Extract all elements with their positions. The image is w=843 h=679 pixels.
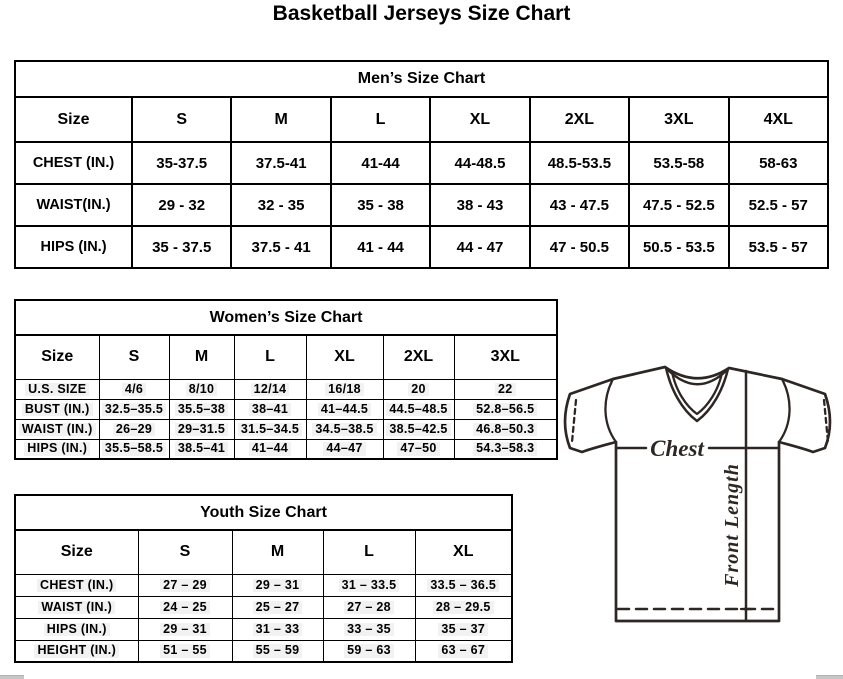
value-text: 63 – 67 xyxy=(438,644,488,658)
value-text: 44.5–48.5 xyxy=(386,403,450,417)
value-cell: 29 - 32 xyxy=(132,184,231,226)
value-cell: 37.5 - 41 xyxy=(231,226,330,268)
value-cell xyxy=(99,439,169,459)
row-label: CHEST (IN.) xyxy=(15,142,132,184)
value-cell xyxy=(138,640,232,662)
table-row xyxy=(15,574,512,596)
value-text: 29 – 31 xyxy=(253,579,303,593)
table-row xyxy=(15,97,828,142)
row-label xyxy=(15,379,99,399)
value-text: 41–44 xyxy=(249,442,291,456)
value-cell xyxy=(138,596,232,618)
size-header-cell: Size xyxy=(15,97,132,142)
value-cell xyxy=(99,419,169,439)
size-cell: M xyxy=(232,530,323,574)
table-row xyxy=(15,184,828,226)
value-text: 44–47 xyxy=(323,442,365,456)
womens-table-title: Women’s Size Chart xyxy=(15,300,557,335)
size-cell: S xyxy=(99,335,169,379)
value-text: 59 – 63 xyxy=(344,644,394,658)
value-cell xyxy=(169,379,234,399)
value-cell xyxy=(169,419,234,439)
row-label-text: HIPS (IN.) xyxy=(24,442,90,456)
value-cell xyxy=(383,419,454,439)
row-label-text: WAIST (IN.) xyxy=(38,601,115,615)
value-cell: 38 - 43 xyxy=(430,184,529,226)
value-cell: 43 - 47.5 xyxy=(530,184,629,226)
size-cell: S xyxy=(132,97,231,142)
value-cell xyxy=(323,640,415,662)
value-cell xyxy=(383,439,454,459)
value-cell: 35 - 37.5 xyxy=(132,226,231,268)
table-row xyxy=(15,226,828,268)
value-text: 33 – 35 xyxy=(344,623,394,637)
row-label: HIPS (IN.) xyxy=(15,226,132,268)
value-cell xyxy=(234,439,306,459)
row-label-text: HIPS (IN.) xyxy=(44,623,110,637)
size-cell: M xyxy=(169,335,234,379)
value-text: 29–31.5 xyxy=(175,423,228,437)
value-cell: 48.5-53.5 xyxy=(530,142,629,184)
size-cell: S xyxy=(138,530,232,574)
value-cell xyxy=(415,596,512,618)
value-cell xyxy=(138,574,232,596)
value-cell: 58-63 xyxy=(729,142,828,184)
row-label-text: BUST (IN.) xyxy=(22,403,93,417)
value-cell xyxy=(454,399,557,419)
table-row xyxy=(15,640,512,662)
value-cell xyxy=(323,574,415,596)
value-cell xyxy=(454,419,557,439)
value-cell: 53.5-58 xyxy=(629,142,728,184)
value-cell xyxy=(234,419,306,439)
value-text: 55 – 59 xyxy=(253,644,303,658)
row-label xyxy=(15,399,99,419)
size-cell: L xyxy=(234,335,306,379)
value-cell xyxy=(306,379,383,399)
value-cell: 50.5 - 53.5 xyxy=(629,226,728,268)
value-text: 28 – 29.5 xyxy=(433,601,494,615)
value-text: 35.5–58.5 xyxy=(102,442,166,456)
value-text: 25 – 27 xyxy=(253,601,303,615)
value-cell xyxy=(234,399,306,419)
value-text: 34.5–38.5 xyxy=(312,423,376,437)
value-cell xyxy=(234,379,306,399)
value-cell: 44-48.5 xyxy=(430,142,529,184)
value-cell: 47 - 50.5 xyxy=(530,226,629,268)
value-cell xyxy=(138,618,232,640)
table-row xyxy=(15,142,828,184)
value-text: 31 – 33 xyxy=(253,623,303,637)
row-label-text: HEIGHT (IN.) xyxy=(34,644,119,658)
size-cell: M xyxy=(231,97,330,142)
value-text: 51 – 55 xyxy=(160,644,210,658)
value-cell xyxy=(454,439,557,459)
size-cell: XL xyxy=(415,530,512,574)
horizontal-scrollbar-fragment-left[interactable] xyxy=(0,675,24,679)
size-cell: L xyxy=(331,97,430,142)
size-cell: L xyxy=(323,530,415,574)
value-text: 16/18 xyxy=(325,383,364,397)
value-text: 8/10 xyxy=(186,383,218,397)
value-cell xyxy=(383,399,454,419)
page-title: Basketball Jerseys Size Chart xyxy=(272,2,571,25)
value-text: 22 xyxy=(495,383,516,397)
value-cell xyxy=(306,439,383,459)
row-label xyxy=(15,596,138,618)
value-text: 4/6 xyxy=(122,383,146,397)
row-label xyxy=(15,640,138,662)
row-label xyxy=(15,439,99,459)
value-text: 31 – 33.5 xyxy=(339,579,400,593)
row-label-text: U.S. SIZE xyxy=(25,383,89,397)
mens-table-title: Men’s Size Chart xyxy=(15,61,828,97)
value-cell xyxy=(323,596,415,618)
horizontal-scrollbar-fragment-right[interactable] xyxy=(816,675,843,679)
jersey-measurement-diagram xyxy=(558,362,843,647)
row-label xyxy=(15,419,99,439)
value-cell xyxy=(99,379,169,399)
row-label: WAIST(IN.) xyxy=(15,184,132,226)
value-cell: 35-37.5 xyxy=(132,142,231,184)
value-cell xyxy=(415,574,512,596)
value-text: 38.5–42.5 xyxy=(386,423,450,437)
table-row xyxy=(15,300,557,335)
youth-size-table xyxy=(14,494,513,663)
value-text: 54.3–58.3 xyxy=(473,442,537,456)
table-row xyxy=(15,379,557,399)
value-text: 12/14 xyxy=(251,383,290,397)
value-cell: 52.5 - 57 xyxy=(729,184,828,226)
value-cell xyxy=(232,618,323,640)
value-cell: 32 - 35 xyxy=(231,184,330,226)
table-row xyxy=(15,495,512,530)
value-cell xyxy=(306,419,383,439)
value-cell: 37.5-41 xyxy=(231,142,330,184)
value-cell xyxy=(306,399,383,419)
value-text: 52.8–56.5 xyxy=(473,403,537,417)
value-cell xyxy=(99,399,169,419)
size-cell: XL xyxy=(306,335,383,379)
value-text: 26–29 xyxy=(113,423,155,437)
row-label-text: CHEST (IN.) xyxy=(37,579,116,593)
value-cell xyxy=(232,596,323,618)
value-cell: 35 - 38 xyxy=(331,184,430,226)
size-cell: 4XL xyxy=(729,97,828,142)
value-text: 27 – 28 xyxy=(344,601,394,615)
value-text: 29 – 31 xyxy=(160,623,210,637)
value-text: 27 – 29 xyxy=(160,579,210,593)
size-cell: XL xyxy=(430,97,529,142)
size-cell: 3XL xyxy=(629,97,728,142)
value-text: 31.5–34.5 xyxy=(238,423,302,437)
row-label xyxy=(15,574,138,596)
value-cell xyxy=(169,439,234,459)
row-label xyxy=(15,618,138,640)
table-row xyxy=(15,399,557,419)
size-cell: 3XL xyxy=(454,335,557,379)
womens-size-table xyxy=(14,299,558,460)
jersey-diagram-svg xyxy=(558,362,843,647)
table-row xyxy=(15,335,557,379)
table-row xyxy=(15,439,557,459)
value-cell xyxy=(383,379,454,399)
value-text: 38.5–41 xyxy=(175,442,228,456)
size-header-cell: Size xyxy=(15,530,138,574)
value-text: 41–44.5 xyxy=(318,403,371,417)
value-text: 33.5 – 36.5 xyxy=(427,579,499,593)
value-cell: 41-44 xyxy=(331,142,430,184)
value-text: 47–50 xyxy=(397,442,439,456)
table-row xyxy=(15,530,512,574)
value-text: 46.8–50.3 xyxy=(473,423,537,437)
value-text: 32.5–35.5 xyxy=(102,403,166,417)
value-text: 38–41 xyxy=(249,403,291,417)
front-length-label: Front Length xyxy=(721,463,743,587)
value-text: 35.5–38 xyxy=(175,403,228,417)
value-text: 24 – 25 xyxy=(160,601,210,615)
value-cell: 47.5 - 52.5 xyxy=(629,184,728,226)
size-cell: 2XL xyxy=(383,335,454,379)
table-row xyxy=(15,618,512,640)
value-cell: 53.5 - 57 xyxy=(729,226,828,268)
value-cell xyxy=(415,640,512,662)
size-cell: 2XL xyxy=(530,97,629,142)
size-header-cell: Size xyxy=(15,335,99,379)
table-row xyxy=(15,419,557,439)
value-text: 20 xyxy=(408,383,429,397)
value-cell xyxy=(323,618,415,640)
table-row xyxy=(15,61,828,97)
value-cell xyxy=(454,379,557,399)
chest-label: Chest xyxy=(650,436,704,461)
value-cell xyxy=(415,618,512,640)
value-text: 35 – 37 xyxy=(438,623,488,637)
value-cell xyxy=(232,574,323,596)
youth-table-title: Youth Size Chart xyxy=(15,495,512,530)
value-cell xyxy=(169,399,234,419)
row-label-text: WAIST (IN.) xyxy=(19,423,96,437)
table-row xyxy=(15,596,512,618)
value-cell: 41 - 44 xyxy=(331,226,430,268)
value-cell xyxy=(232,640,323,662)
mens-size-table xyxy=(14,60,829,269)
value-cell: 44 - 47 xyxy=(430,226,529,268)
